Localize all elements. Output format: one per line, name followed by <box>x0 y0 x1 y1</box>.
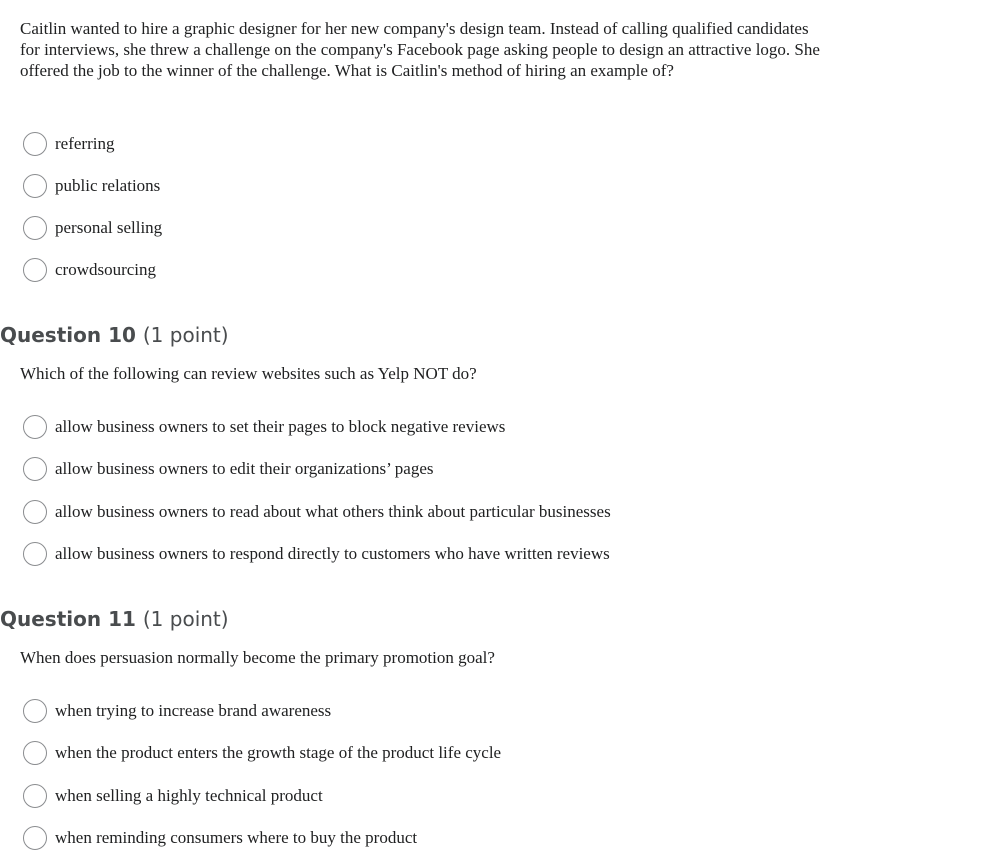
q10-option-3[interactable] <box>23 498 611 526</box>
radio-button[interactable] <box>23 457 47 481</box>
radio-button[interactable] <box>23 741 47 765</box>
question-9-text: Caitlin wanted to hire a graphic designer for her new company's design team. Instead of calling qualified candidates for interviews, she threw a challenge on the company's Facebook page asking people to design an attractive logo. She offered the job to the winner of the challenge. What is Caitlin's method of hiring an example of? <box>20 19 820 80</box>
radio-button[interactable] <box>23 132 47 156</box>
option-label: allow business owners to respond directly to customers who have written reviews <box>55 544 610 563</box>
option-label: personal selling <box>55 218 163 237</box>
option-label: referring <box>55 134 115 153</box>
q9-option-1[interactable] <box>23 130 114 158</box>
radio-button[interactable] <box>23 826 47 850</box>
radio-button[interactable] <box>23 784 47 808</box>
q9-option-3[interactable] <box>23 214 162 242</box>
option-label: allow business owners to set their pages to block negative reviews <box>55 417 506 436</box>
option-label: crowdsourcing <box>55 260 157 279</box>
q9-option-4[interactable] <box>23 256 156 284</box>
option-label: public relations <box>55 176 161 195</box>
question-number: Question 11 <box>0 607 136 631</box>
q11-option-3[interactable] <box>23 782 323 810</box>
question-10-heading <box>0 323 229 347</box>
radio-button[interactable] <box>23 415 47 439</box>
radio-button[interactable] <box>23 174 47 198</box>
radio-button[interactable] <box>23 258 47 282</box>
option-label: when reminding consumers where to buy the product <box>55 828 418 847</box>
question-10-text: Which of the following can review websites such as Yelp NOT do? <box>20 364 477 383</box>
q11-option-4[interactable] <box>23 824 417 852</box>
question-points: (1 point) <box>142 323 229 347</box>
question-points: (1 point) <box>142 607 229 631</box>
question-number: Question 10 <box>0 323 136 347</box>
question-11-text: When does persuasion normally become the primary promotion goal? <box>20 648 495 667</box>
radio-button[interactable] <box>23 500 47 524</box>
radio-button[interactable] <box>23 216 47 240</box>
q11-option-2[interactable] <box>23 739 501 767</box>
radio-button[interactable] <box>23 542 47 566</box>
option-label: when trying to increase brand awareness <box>55 701 332 720</box>
q10-option-4[interactable] <box>23 540 610 568</box>
option-label: allow business owners to edit their organizations’ pages <box>55 459 434 478</box>
option-label: when selling a highly technical product <box>55 786 323 805</box>
q10-option-2[interactable] <box>23 455 433 483</box>
radio-button[interactable] <box>23 699 47 723</box>
q9-option-2[interactable] <box>23 172 160 200</box>
question-11-heading <box>0 607 229 631</box>
q10-option-1[interactable] <box>23 413 505 441</box>
option-label: allow business owners to read about what others think about particular businesses <box>55 502 611 521</box>
q11-option-1[interactable] <box>23 697 331 725</box>
option-label: when the product enters the growth stage of the product life cycle <box>55 743 502 762</box>
